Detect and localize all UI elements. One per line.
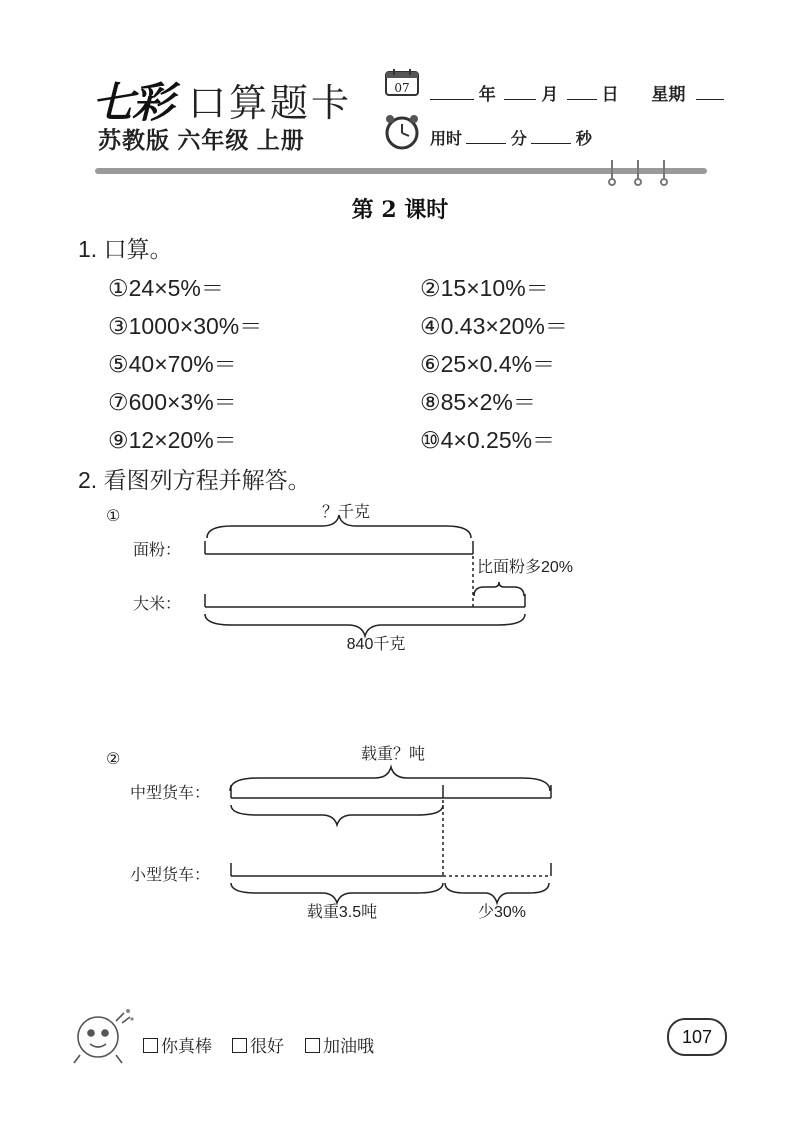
question2-heading: 2. 看图列方程并解答。: [78, 467, 311, 493]
diagram1-extra-label: 比面粉多20%: [477, 559, 574, 576]
rating-label: 很好: [250, 1037, 284, 1056]
rating-option[interactable]: [143, 1032, 212, 1057]
diagram1-top-label: ？千克: [321, 504, 371, 521]
diagram2-medium-brace: [231, 805, 443, 825]
expr-item: ⑨12×20%＝: [108, 427, 237, 453]
expr-item: ④0.43×20%＝: [420, 313, 568, 339]
brand-logo: 七彩: [92, 78, 173, 127]
day-label: 日: [601, 85, 619, 104]
diagram2-number: ②: [106, 751, 121, 768]
checkbox-icon[interactable]: [305, 1038, 320, 1053]
checkbox-icon[interactable]: [143, 1038, 158, 1053]
seconds-label: 秒: [575, 131, 592, 148]
time-used-label: 用时: [430, 131, 463, 148]
month-label: 月: [541, 85, 559, 104]
question1-heading: 1. 口算。: [78, 236, 173, 262]
checkbox-icon[interactable]: [232, 1038, 247, 1053]
diagram2-row1-label: 中型货车：: [130, 785, 211, 802]
year-label: 年: [478, 85, 496, 104]
edition-label: 苏教版 六年级 上册: [98, 127, 305, 153]
brand-title: 口算题卡: [188, 83, 353, 125]
expr-item: ⑩4×0.25%＝: [420, 427, 556, 453]
diagram1-bottom-label: 840千克: [346, 636, 406, 653]
diagram1-extra-brace: [474, 582, 524, 596]
minutes-label: 分: [510, 131, 527, 148]
diagram1-row1-label: 面粉：: [133, 542, 182, 559]
expr-item: ①24×5%＝: [108, 275, 224, 301]
expr-item: ⑦600×3%＝: [108, 389, 237, 415]
diagram2-row2-label: 小型货车：: [130, 867, 211, 884]
diagram2-bottom-left-label: 载重3.5吨: [306, 904, 378, 921]
diagram1-number: ①: [106, 508, 121, 525]
expr-item: ②15×10%＝: [420, 275, 549, 301]
diagram2-bottom-right-brace: [445, 883, 549, 903]
rating-option[interactable]: [305, 1032, 374, 1057]
weekday-label: 星期: [651, 85, 686, 104]
lesson-title: 第 2 课时: [351, 197, 449, 223]
diagram1-row2-label: 大米：: [133, 596, 182, 613]
diagram2-top-brace: [230, 767, 550, 791]
expr-item: ③1000×30%＝: [108, 313, 263, 339]
rating-option[interactable]: [232, 1032, 284, 1057]
diagram2-top-label: 载重？吨: [360, 746, 426, 763]
diagram2-bottom-left-brace: [231, 883, 443, 903]
expr-item: ⑤40×70%＝: [108, 351, 237, 377]
expr-item: ⑥25×0.4%＝: [420, 351, 556, 377]
page-number: 107: [667, 1018, 727, 1056]
rating-label: 你真棒: [161, 1037, 212, 1056]
mascot-icon: [68, 1005, 138, 1067]
expr-item: ⑧85×2%＝: [420, 389, 536, 415]
rating-label: 加油哦: [323, 1037, 374, 1056]
diagram2-bottom-right-label: 少30%: [477, 904, 527, 921]
calendar-number: 07: [394, 81, 410, 95]
diagram1-bottom-brace: [205, 614, 525, 636]
